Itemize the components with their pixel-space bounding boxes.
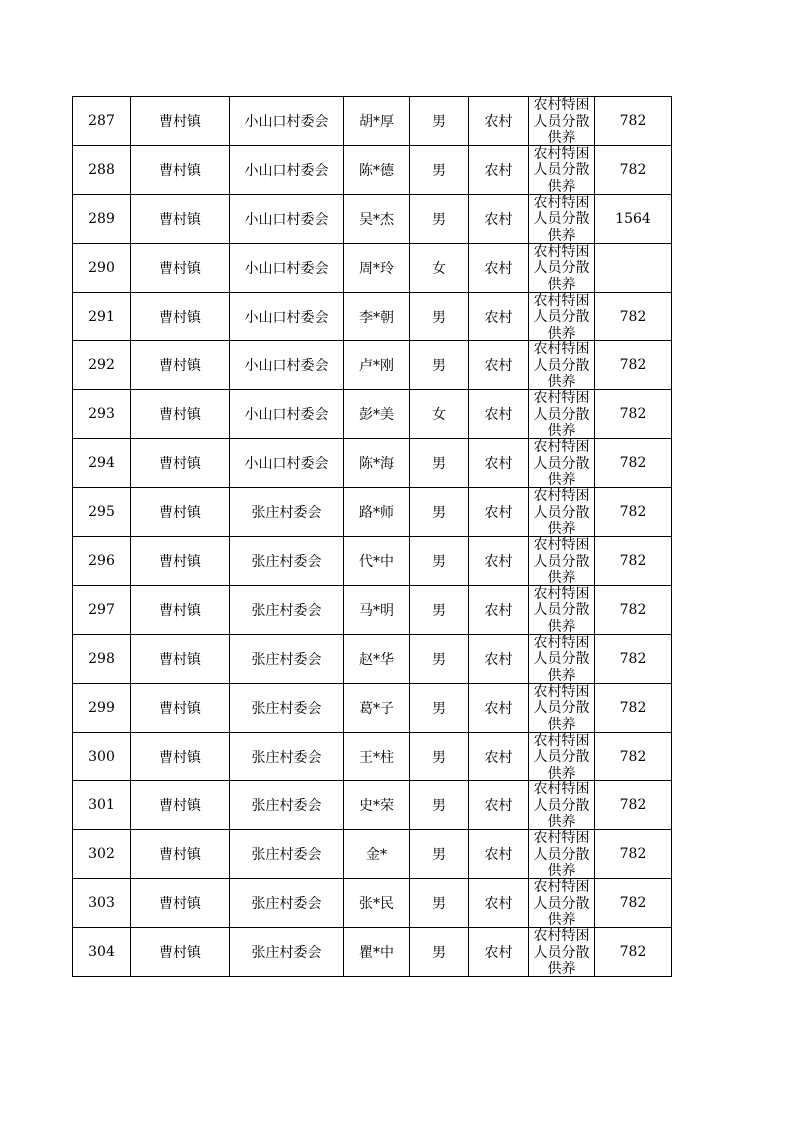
area-cell: 农村 <box>469 243 529 292</box>
town-cell: 曹村镇 <box>131 292 230 341</box>
row-number-cell: 299 <box>73 683 131 732</box>
village-committee-cell: 张庄村委会 <box>230 634 344 683</box>
amount-cell: 782 <box>595 634 672 683</box>
table-row <box>73 879 672 928</box>
table-body <box>73 97 672 977</box>
assistance-type-text: 农村特困人员分散供养 <box>533 145 590 194</box>
name-cell: 李*朝 <box>344 292 410 341</box>
gender-cell: 男 <box>410 634 469 683</box>
assistance-type-text: 农村特困人员分散供养 <box>533 732 590 781</box>
village-committee-cell: 张庄村委会 <box>230 537 344 586</box>
town-cell: 曹村镇 <box>131 97 230 146</box>
amount-cell: 782 <box>595 732 672 781</box>
name-cell: 马*明 <box>344 585 410 634</box>
name-cell: 赵*华 <box>344 634 410 683</box>
roster-table <box>72 96 672 977</box>
assistance-type-cell <box>529 537 595 586</box>
assistance-type-text: 农村特困人员分散供养 <box>533 537 590 585</box>
table-row <box>73 243 672 292</box>
assistance-type-text: 农村特困人员分散供养 <box>533 879 590 928</box>
assistance-type-cell <box>529 243 595 292</box>
table-row <box>73 341 672 390</box>
village-committee-cell: 张庄村委会 <box>230 830 344 879</box>
area-cell: 农村 <box>469 537 529 586</box>
area-cell: 农村 <box>469 781 529 830</box>
row-number-cell: 296 <box>73 537 131 586</box>
row-number-cell: 291 <box>73 292 131 341</box>
gender-cell: 女 <box>410 243 469 292</box>
village-committee-cell: 张庄村委会 <box>230 781 344 830</box>
gender-cell: 男 <box>410 683 469 732</box>
town-cell: 曹村镇 <box>131 194 230 243</box>
name-cell: 周*玲 <box>344 243 410 292</box>
name-cell: 陈*海 <box>344 439 410 488</box>
gender-cell: 男 <box>410 145 469 194</box>
name-cell: 张*民 <box>344 879 410 928</box>
row-number-cell: 295 <box>73 488 131 537</box>
town-cell: 曹村镇 <box>131 634 230 683</box>
town-cell: 曹村镇 <box>131 683 230 732</box>
amount-cell: 782 <box>595 830 672 879</box>
assistance-type-cell <box>529 928 595 977</box>
assistance-type-cell <box>529 390 595 439</box>
town-cell: 曹村镇 <box>131 243 230 292</box>
gender-cell: 男 <box>410 879 469 928</box>
amount-cell: 782 <box>595 97 672 146</box>
village-committee-cell: 张庄村委会 <box>230 928 344 977</box>
name-cell: 陈*德 <box>344 145 410 194</box>
assistance-type-text: 农村特困人员分散供养 <box>533 243 590 292</box>
amount-cell: 782 <box>595 585 672 634</box>
amount-cell: 782 <box>595 341 672 390</box>
village-committee-cell: 张庄村委会 <box>230 732 344 781</box>
town-cell: 曹村镇 <box>131 390 230 439</box>
name-cell: 葛*子 <box>344 683 410 732</box>
gender-cell: 男 <box>410 97 469 146</box>
assistance-type-text: 农村特困人员分散供养 <box>533 341 590 390</box>
assistance-type-text: 农村特困人员分散供养 <box>533 781 590 830</box>
amount-cell: 782 <box>595 879 672 928</box>
name-cell: 胡*厚 <box>344 97 410 146</box>
name-cell: 彭*美 <box>344 390 410 439</box>
assistance-type-cell <box>529 439 595 488</box>
area-cell: 农村 <box>469 488 529 537</box>
row-number-cell: 303 <box>73 879 131 928</box>
village-committee-cell: 小山口村委会 <box>230 390 344 439</box>
amount-cell: 782 <box>595 781 672 830</box>
amount-cell: 782 <box>595 292 672 341</box>
row-number-cell: 301 <box>73 781 131 830</box>
gender-cell: 男 <box>410 830 469 879</box>
row-number-cell: 300 <box>73 732 131 781</box>
table-row <box>73 390 672 439</box>
amount-cell: 782 <box>595 439 672 488</box>
assistance-type-text: 农村特困人员分散供养 <box>533 585 590 634</box>
gender-cell: 男 <box>410 732 469 781</box>
village-committee-cell: 张庄村委会 <box>230 488 344 537</box>
assistance-type-cell <box>529 781 595 830</box>
gender-cell: 男 <box>410 537 469 586</box>
table-row <box>73 145 672 194</box>
name-cell: 史*荣 <box>344 781 410 830</box>
assistance-type-cell <box>529 683 595 732</box>
assistance-type-cell <box>529 732 595 781</box>
area-cell: 农村 <box>469 194 529 243</box>
town-cell: 曹村镇 <box>131 830 230 879</box>
assistance-type-cell <box>529 97 595 146</box>
assistance-type-text: 农村特困人员分散供养 <box>533 683 590 732</box>
assistance-type-cell <box>529 194 595 243</box>
amount-cell: 782 <box>595 390 672 439</box>
name-cell: 代*中 <box>344 537 410 586</box>
gender-cell: 男 <box>410 439 469 488</box>
table-row <box>73 194 672 243</box>
assistance-type-text: 农村特困人员分散供养 <box>533 634 590 683</box>
table-row <box>73 488 672 537</box>
table-row <box>73 732 672 781</box>
assistance-type-cell <box>529 585 595 634</box>
area-cell: 农村 <box>469 879 529 928</box>
assistance-type-cell <box>529 634 595 683</box>
village-committee-cell: 张庄村委会 <box>230 879 344 928</box>
name-cell: 吴*杰 <box>344 194 410 243</box>
town-cell: 曹村镇 <box>131 585 230 634</box>
area-cell: 农村 <box>469 683 529 732</box>
town-cell: 曹村镇 <box>131 781 230 830</box>
village-committee-cell: 张庄村委会 <box>230 585 344 634</box>
table-row <box>73 537 672 586</box>
area-cell: 农村 <box>469 634 529 683</box>
area-cell: 农村 <box>469 732 529 781</box>
row-number-cell: 294 <box>73 439 131 488</box>
town-cell: 曹村镇 <box>131 732 230 781</box>
row-number-cell: 289 <box>73 194 131 243</box>
area-cell: 农村 <box>469 830 529 879</box>
town-cell: 曹村镇 <box>131 537 230 586</box>
row-number-cell: 290 <box>73 243 131 292</box>
row-number-cell: 297 <box>73 585 131 634</box>
gender-cell: 女 <box>410 390 469 439</box>
table-row <box>73 830 672 879</box>
assistance-type-cell <box>529 292 595 341</box>
row-number-cell: 288 <box>73 145 131 194</box>
village-committee-cell: 小山口村委会 <box>230 97 344 146</box>
assistance-type-cell <box>529 879 595 928</box>
village-committee-cell: 小山口村委会 <box>230 145 344 194</box>
area-cell: 农村 <box>469 292 529 341</box>
amount-cell: 1564 <box>595 194 672 243</box>
town-cell: 曹村镇 <box>131 928 230 977</box>
assistance-type-cell <box>529 488 595 537</box>
table-row <box>73 439 672 488</box>
assistance-type-text: 农村特困人员分散供养 <box>533 830 590 879</box>
village-committee-cell: 小山口村委会 <box>230 243 344 292</box>
assistance-type-text: 农村特困人员分散供养 <box>533 390 590 439</box>
town-cell: 曹村镇 <box>131 145 230 194</box>
gender-cell: 男 <box>410 781 469 830</box>
name-cell: 瞿*中 <box>344 928 410 977</box>
village-committee-cell: 小山口村委会 <box>230 292 344 341</box>
village-committee-cell: 小山口村委会 <box>230 194 344 243</box>
table-row <box>73 292 672 341</box>
name-cell: 卢*刚 <box>344 341 410 390</box>
area-cell: 农村 <box>469 439 529 488</box>
gender-cell: 男 <box>410 292 469 341</box>
row-number-cell: 298 <box>73 634 131 683</box>
row-number-cell: 302 <box>73 830 131 879</box>
town-cell: 曹村镇 <box>131 341 230 390</box>
table-row <box>73 585 672 634</box>
assistance-type-text: 农村特困人员分散供养 <box>533 97 590 145</box>
village-committee-cell: 小山口村委会 <box>230 439 344 488</box>
amount-cell: 782 <box>595 488 672 537</box>
table-row <box>73 781 672 830</box>
amount-cell: 782 <box>595 537 672 586</box>
gender-cell: 男 <box>410 585 469 634</box>
amount-cell: 782 <box>595 145 672 194</box>
row-number-cell: 287 <box>73 97 131 146</box>
amount-cell: 782 <box>595 928 672 977</box>
assistance-type-cell <box>529 341 595 390</box>
name-cell: 路*师 <box>344 488 410 537</box>
amount-cell: 782 <box>595 683 672 732</box>
name-cell: 金* <box>344 830 410 879</box>
row-number-cell: 304 <box>73 928 131 977</box>
assistance-type-cell <box>529 830 595 879</box>
village-committee-cell: 小山口村委会 <box>230 341 344 390</box>
table-row <box>73 928 672 977</box>
gender-cell: 男 <box>410 928 469 977</box>
gender-cell: 男 <box>410 488 469 537</box>
table-row <box>73 683 672 732</box>
town-cell: 曹村镇 <box>131 879 230 928</box>
assistance-type-text: 农村特困人员分散供养 <box>533 439 590 488</box>
table-row <box>73 97 672 146</box>
assistance-type-cell <box>529 145 595 194</box>
table-row <box>73 634 672 683</box>
assistance-type-text: 农村特困人员分散供养 <box>533 928 590 977</box>
area-cell: 农村 <box>469 585 529 634</box>
assistance-type-text: 农村特困人员分散供养 <box>533 292 590 341</box>
area-cell: 农村 <box>469 928 529 977</box>
gender-cell: 男 <box>410 194 469 243</box>
area-cell: 农村 <box>469 341 529 390</box>
town-cell: 曹村镇 <box>131 488 230 537</box>
row-number-cell: 293 <box>73 390 131 439</box>
area-cell: 农村 <box>469 390 529 439</box>
gender-cell: 男 <box>410 341 469 390</box>
area-cell: 农村 <box>469 145 529 194</box>
name-cell: 王*柱 <box>344 732 410 781</box>
amount-cell <box>595 243 672 292</box>
town-cell: 曹村镇 <box>131 439 230 488</box>
village-committee-cell: 张庄村委会 <box>230 683 344 732</box>
assistance-type-text: 农村特困人员分散供养 <box>533 194 590 243</box>
assistance-type-text: 农村特困人员分散供养 <box>533 488 590 537</box>
area-cell: 农村 <box>469 97 529 146</box>
row-number-cell: 292 <box>73 341 131 390</box>
